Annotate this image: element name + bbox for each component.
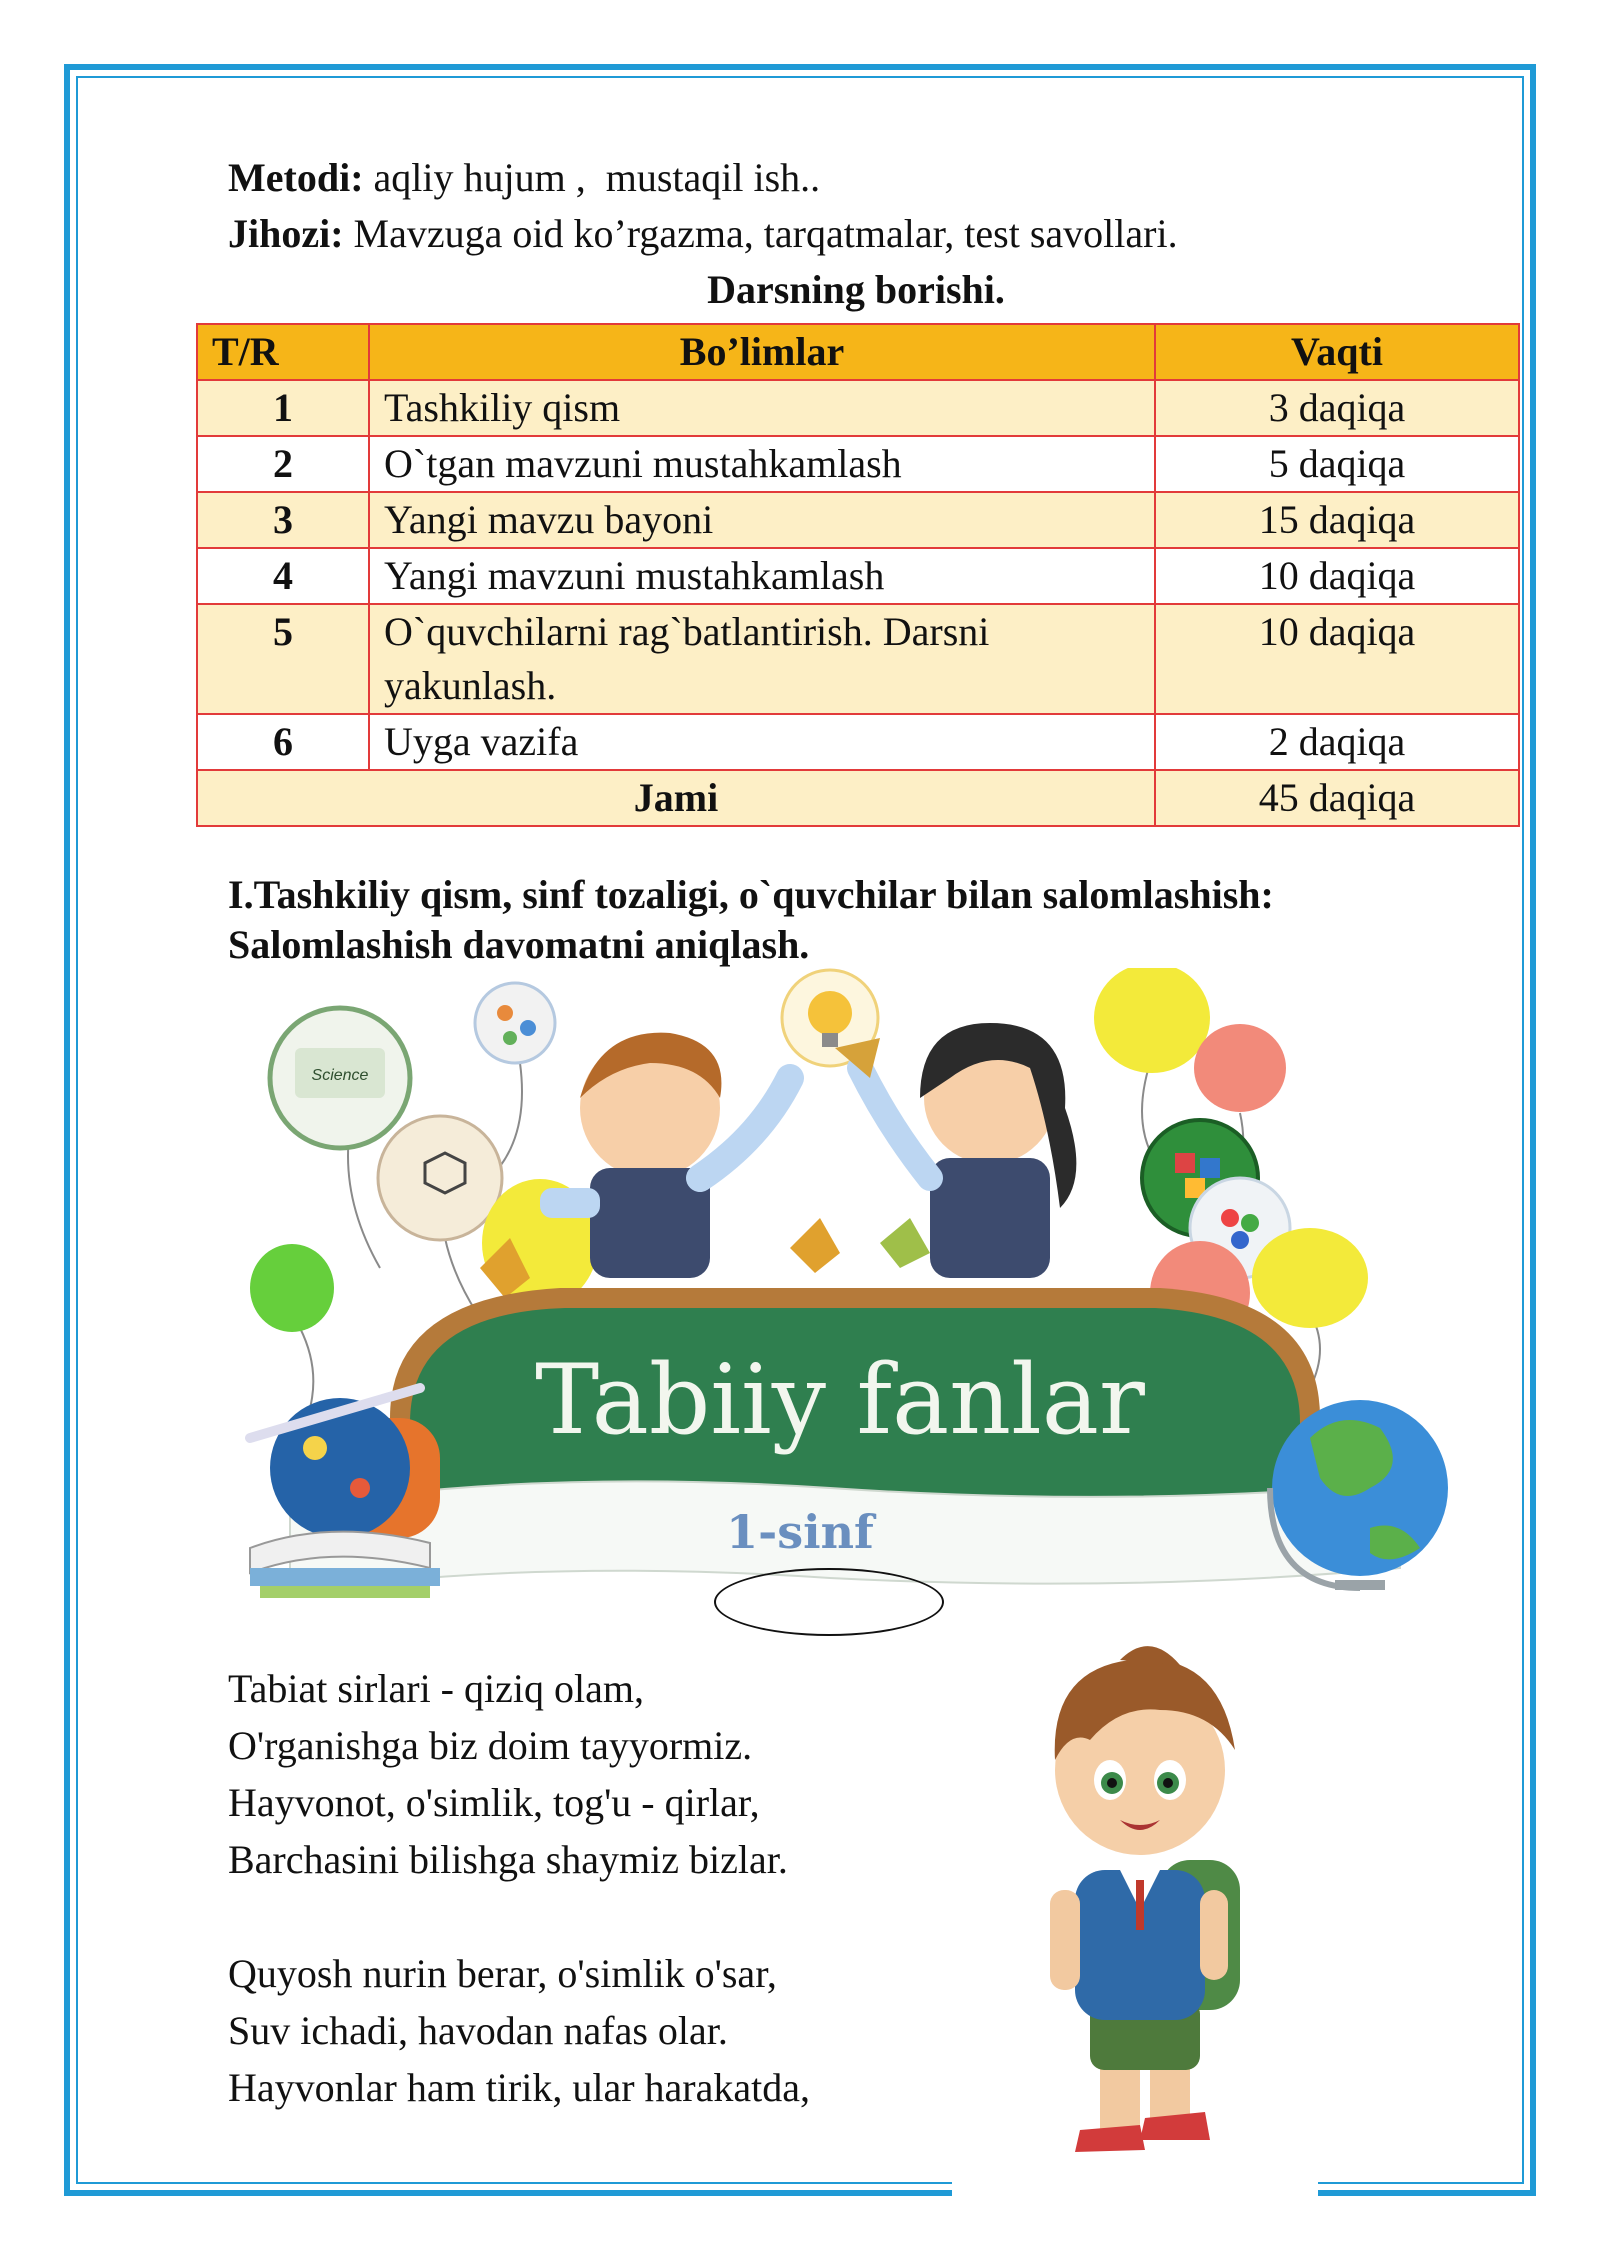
section1-heading-line2: Salomlashish davomatni aniqlash. — [228, 922, 810, 967]
science-badge-label: Science — [311, 1067, 369, 1084]
total-label: Jami — [197, 770, 1155, 826]
col-header-sections: Bo’limlar — [369, 324, 1155, 380]
metodi-label: Metodi: — [228, 155, 364, 200]
poem-line: Quyosh nurin berar, o'simlik o'sar, — [228, 1951, 777, 1996]
balloon-green-left — [250, 1244, 334, 1332]
row-section: Yangi mavzu bayoni — [369, 492, 1155, 548]
row-time: 10 daqiqa — [1155, 548, 1519, 604]
section-title: Darsning borishi. — [707, 267, 1005, 312]
poem-line: Hayvonlar ham tirik, ular harakatda, — [228, 2065, 810, 2110]
girl-character — [835, 1023, 1076, 1278]
table-row — [197, 380, 1519, 436]
metodi-value: aqliy hujum , mustaqil ish.. — [373, 155, 821, 200]
row-number: 4 — [197, 548, 369, 604]
table-row — [197, 436, 1519, 492]
poem-line: Barchasini bilishga shaymiz bizlar. — [228, 1837, 788, 1882]
table-row — [197, 714, 1519, 770]
empty-oval — [714, 1568, 944, 1636]
row-section — [369, 604, 1155, 714]
table-total-row — [197, 770, 1519, 826]
table-row — [197, 548, 1519, 604]
row-time: 5 daqiqa — [1155, 436, 1519, 492]
tabiiy-fanlar-illustration — [230, 968, 1480, 1598]
row-section-line2: yakunlash. — [384, 663, 557, 708]
row-time: 3 daqiqa — [1155, 380, 1519, 436]
row-section: Yangi mavzuni mustahkamlash — [369, 548, 1155, 604]
table-row — [197, 492, 1519, 548]
jihozi-label: Jihozi: — [228, 211, 344, 256]
balloon-yellow-right — [1252, 1228, 1368, 1328]
section1-heading-line1: I.Tashkiliy qism, sinf tozaligi, o`quvchilar bilan salomlashish: — [228, 872, 1274, 917]
row-number: 3 — [197, 492, 369, 548]
col-header-tr: T/R — [197, 324, 369, 380]
row-section: Tashkiliy qism — [369, 380, 1155, 436]
table-row — [197, 604, 1519, 714]
row-section: O`tgan mavzuni mustahkamlash — [369, 436, 1155, 492]
row-section: Uyga vazifa — [369, 714, 1155, 770]
row-number: 2 — [197, 436, 369, 492]
row-number: 6 — [197, 714, 369, 770]
illustration-svg — [230, 968, 1480, 1598]
table-header-row — [197, 324, 1519, 380]
tech-bubble-icon — [475, 983, 555, 1063]
schoolboy-illustration — [1010, 1640, 1300, 2170]
science-badge-icon — [270, 1008, 410, 1148]
row-section-line1: O`quvchilarni rag`batlantirish. Darsni — [384, 609, 990, 654]
row-number: 5 — [197, 604, 369, 714]
total-time: 45 daqiqa — [1155, 770, 1519, 826]
poem-line: O'rganishga biz doim tayyormiz. — [228, 1723, 753, 1768]
metodi-line — [228, 152, 820, 204]
lesson-plan-table — [196, 323, 1520, 827]
balloon-yellow-top — [1094, 968, 1210, 1073]
lab-bubble-icon — [378, 1116, 502, 1240]
poem-line: Suv ichadi, havodan nafas olar. — [228, 2008, 728, 2053]
row-time: 10 daqiqa — [1155, 604, 1519, 714]
jihozi-line — [228, 208, 1178, 260]
poem-line: Tabiat sirlari - qiziq olam, — [228, 1666, 644, 1711]
jihozi-value: Mavzuga oid ko’rgazma, tarqatmalar, test savollari. — [353, 211, 1178, 256]
row-time: 15 daqiqa — [1155, 492, 1519, 548]
row-time: 2 daqiqa — [1155, 714, 1519, 770]
poem-line: Hayvonot, o'simlik, tog'u - qirlar, — [228, 1780, 760, 1825]
col-header-time: Vaqti — [1155, 324, 1519, 380]
row-number: 1 — [197, 380, 369, 436]
balloon-red-top — [1194, 1024, 1286, 1112]
schoolboy-svg — [1010, 1640, 1300, 2170]
page-border-gap — [952, 2180, 1318, 2204]
banner-title: Tabiiy fanlar — [535, 1344, 1145, 1456]
banner-subtitle: 1-sinf — [726, 1505, 874, 1559]
